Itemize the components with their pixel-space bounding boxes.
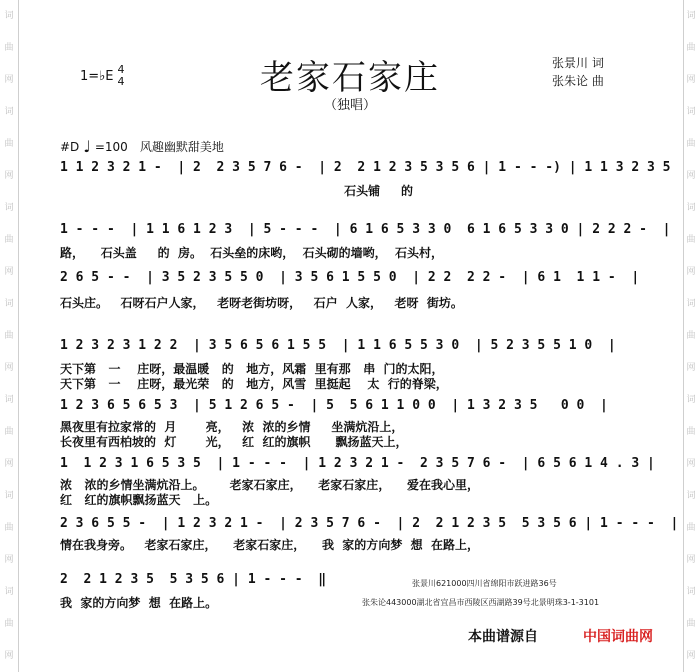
lyric-row: 我 家的方向梦 想 在路上。 bbox=[60, 596, 218, 610]
lyricist-address: 张景川621000四川省绵阳市跃进路36号 bbox=[412, 579, 557, 588]
lyric-row: 情在我身旁。 老家石家庄， 老家石家庄， 我 家的方向梦 想 在路上， bbox=[60, 538, 480, 552]
lyric-row: 石头庄。 石呀石户人家， 老呀老街坊呀， 石户 人家， 老呀 街坊。 bbox=[60, 296, 463, 310]
lyric-row: 路， 石头盖 的 房。 石头垒的床哟， 石头砌的墙哟， 石头村， bbox=[60, 246, 444, 260]
time-beats: 4 bbox=[117, 63, 125, 76]
tempo-mood: 风趣幽默甜美地 bbox=[139, 140, 224, 154]
left-watermark-column: 词 曲 网 词 曲 网 词 曲 网 词 曲 网 词 曲 网 词 曲 网 词 曲 网 bbox=[4, 10, 14, 661]
tempo-key: #D bbox=[60, 139, 80, 154]
footer-site-name[interactable]: 中国词曲网 bbox=[583, 629, 653, 645]
score-row: 1 - - - | 1 1 6 1 2 3 | 5 - - - | 6 1 6 5 3 3 0 6 1 6 5 3 3 0 | 2 2 2 - | bbox=[60, 222, 671, 237]
score-row: 1 1 2 3 1 6 5 3 5 | 1 - - - | 1 2 3 2 1 - 2 3 5 7 6 - | 6 5 6 1 4 . 3 | bbox=[60, 456, 655, 471]
song-subtitle: （独唱） bbox=[323, 98, 376, 113]
footer-source-label: 本曲谱源自 bbox=[468, 629, 538, 645]
lyric-row: 长夜里有西柏坡的 灯 光， 红 红的旗帜 飘扬蓝天上， bbox=[60, 435, 408, 449]
score-row: 2 6 5 - - | 3 5 2 3 5 5 0 | 3 5 6 1 5 5 0 | 2 2 2 2 - | 6 1 1 1 - | bbox=[60, 270, 640, 285]
lyricist-credit: 张景川 词 bbox=[552, 56, 604, 70]
score-row: 2 2 1 2 3 5 5 3 5 6 | 1 - - - ‖ bbox=[60, 572, 327, 587]
right-watermark-column: 词 曲 网 词 曲 网 词 曲 网 词 曲 网 词 曲 网 词 曲 网 词 曲 网 bbox=[686, 10, 696, 661]
song-title: 老家石家庄 bbox=[260, 58, 440, 98]
time-unit: 4 bbox=[117, 75, 125, 88]
lyric-row: 天下第 一 庄呀，最光荣 的 地方，风雪 里挺起 太 行的脊梁， bbox=[60, 377, 448, 391]
score-row: 1 2 3 2 3 1 2 2 | 3 5 6 5 6 1 5 5 | 1 1 6 5 5 3 0 | 5 2 3 5 5 1 0 | bbox=[60, 338, 616, 353]
lyric-row: 黑夜里有拉家常的 月 亮， 浓 浓的乡情 坐满炕沿上， bbox=[60, 420, 404, 434]
lyric-row: 浓 浓的乡情坐满炕沿上。 老家石家庄， 老家石家庄， 爱在我心里， bbox=[60, 478, 480, 492]
score-row: 1 2 3 6 5 6 5 3 | 5 1 2 6 5 - | 5 5 6 1 1 0 0 | 1 3 2 3 5 0 0 | bbox=[60, 398, 608, 413]
quarter-note-icon: ♩ bbox=[83, 137, 91, 156]
composer-credit: 张朱论 曲 bbox=[552, 74, 604, 88]
lyric-row: 石头铺 的 bbox=[60, 184, 413, 198]
lyric-row: 红 红的旗帜飘扬蓝天 上。 bbox=[60, 493, 218, 507]
composer-address: 张朱论443000湖北省宜昌市西陵区西湖路39号北景明珠3-1-3101 bbox=[362, 598, 600, 607]
lyric-row: 天下第 一 庄呀，最温暖 的 地方，风霜 里有那 串 门的太阳， bbox=[60, 362, 444, 376]
tempo-value: =100 bbox=[94, 139, 128, 154]
key-text: 1=♭E bbox=[80, 68, 114, 84]
tempo-marking bbox=[60, 137, 224, 156]
score-row: 1 1 2 3 2 1 - | 2 2 3 5 7 6 - | 2 2 1 2 3 5 3 5 6 | 1 - - -) | 1 1 3 2 3 5 bbox=[60, 160, 671, 175]
score-row: 2 3 6 5 5 - | 1 2 3 2 1 - | 2 3 5 7 6 - | 2 2 1 2 3 5 5 3 5 6 | 1 - - - | bbox=[60, 516, 679, 531]
